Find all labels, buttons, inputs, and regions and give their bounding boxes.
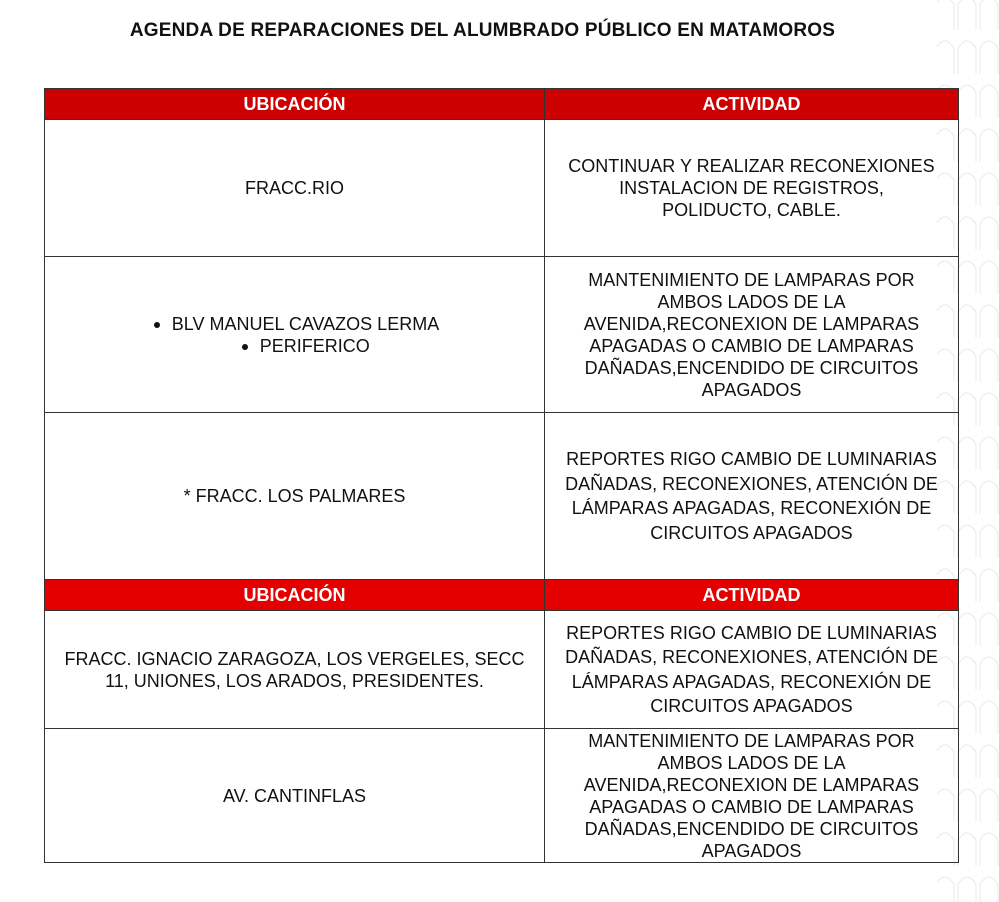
activity-line: APAGADAS O CAMBIO DE LAMPARAS [589,335,914,356]
table-row [45,257,959,413]
header-activity: ACTIVIDAD [545,580,959,611]
repairs-table [44,88,959,863]
location-bullet-list [150,313,439,357]
bullet-item: PERIFERICO [238,335,439,357]
activity-line: DAÑADAS,ENCENDIDO DE CIRCUITOS [584,818,919,839]
activity-line: CONTINUAR Y REALIZAR RECONEXIONES [568,156,935,176]
activity-line: AVENIDA,RECONEXION DE LAMPARAS [583,774,920,795]
activity-cell [545,120,959,257]
table-row [45,611,959,729]
activity-line: APAGADAS O CAMBIO DE LAMPARAS [589,796,914,817]
activity-line: MANTENIMIENTO DE LAMPARAS POR [588,269,915,290]
activity-line: LÁMPARAS APAGADAS, RECONEXIÓN DE [571,671,932,692]
table-row [45,120,959,257]
location-line: 11, UNIONES, LOS ARADOS, PRESIDENTES. [105,670,484,691]
activity-line: APAGADOS [701,840,802,861]
activity-line: MANTENIMIENTO DE LAMPARAS POR [588,730,915,751]
table-row [45,413,959,580]
activity-line: DAÑADAS, RECONEXIONES, ATENCIÓN DE [565,473,938,494]
location-cell [45,257,545,413]
header-location: UBICACIÓN [45,580,545,611]
location-cell [45,611,545,729]
table-header-row [45,580,959,611]
table-row [45,729,959,863]
location-cell: FRACC.RIO [45,120,545,257]
page-title: AGENDA DE REPARACIONES DEL ALUMBRADO PÚBLICO EN MATAMOROS [129,20,836,41]
activity-line: REPORTES RIGO CAMBIO DE LUMINARIAS [566,622,937,643]
activity-line: APAGADOS [701,379,802,400]
location-line: FRACC. IGNACIO ZARAGOZA, LOS VERGELES, SECC [64,648,525,669]
activity-cell [545,257,959,413]
activity-line: AVENIDA,RECONEXION DE LAMPARAS [583,313,920,334]
activity-cell [545,611,959,729]
table-header-row [45,89,959,120]
activity-line: REPORTES RIGO CAMBIO DE LUMINARIAS [566,449,937,469]
activity-line: INSTALACION DE REGISTROS, [619,178,884,198]
activity-line: CIRCUITOS APAGADOS [650,696,853,716]
header-activity: ACTIVIDAD [545,89,959,120]
activity-line: CIRCUITOS APAGADOS [650,522,853,543]
header-location: UBICACIÓN [45,89,545,120]
bullet-item: BLV MANUEL CAVAZOS LERMA [150,313,439,335]
activity-line: AMBOS LADOS DE LA [657,291,846,312]
activity-line: LÁMPARAS APAGADAS, RECONEXIÓN DE [571,498,932,518]
activity-line: POLIDUCTO, CABLE. [662,200,841,220]
activity-line: DAÑADAS,ENCENDIDO DE CIRCUITOS [584,357,919,378]
activity-cell [545,729,959,863]
activity-line: DAÑADAS, RECONEXIONES, ATENCIÓN DE [565,647,938,667]
activity-cell [545,413,959,580]
location-cell: * FRACC. LOS PALMARES [45,413,545,580]
activity-line: AMBOS LADOS DE LA [657,752,846,773]
location-cell: AV. CANTINFLAS [45,729,545,863]
